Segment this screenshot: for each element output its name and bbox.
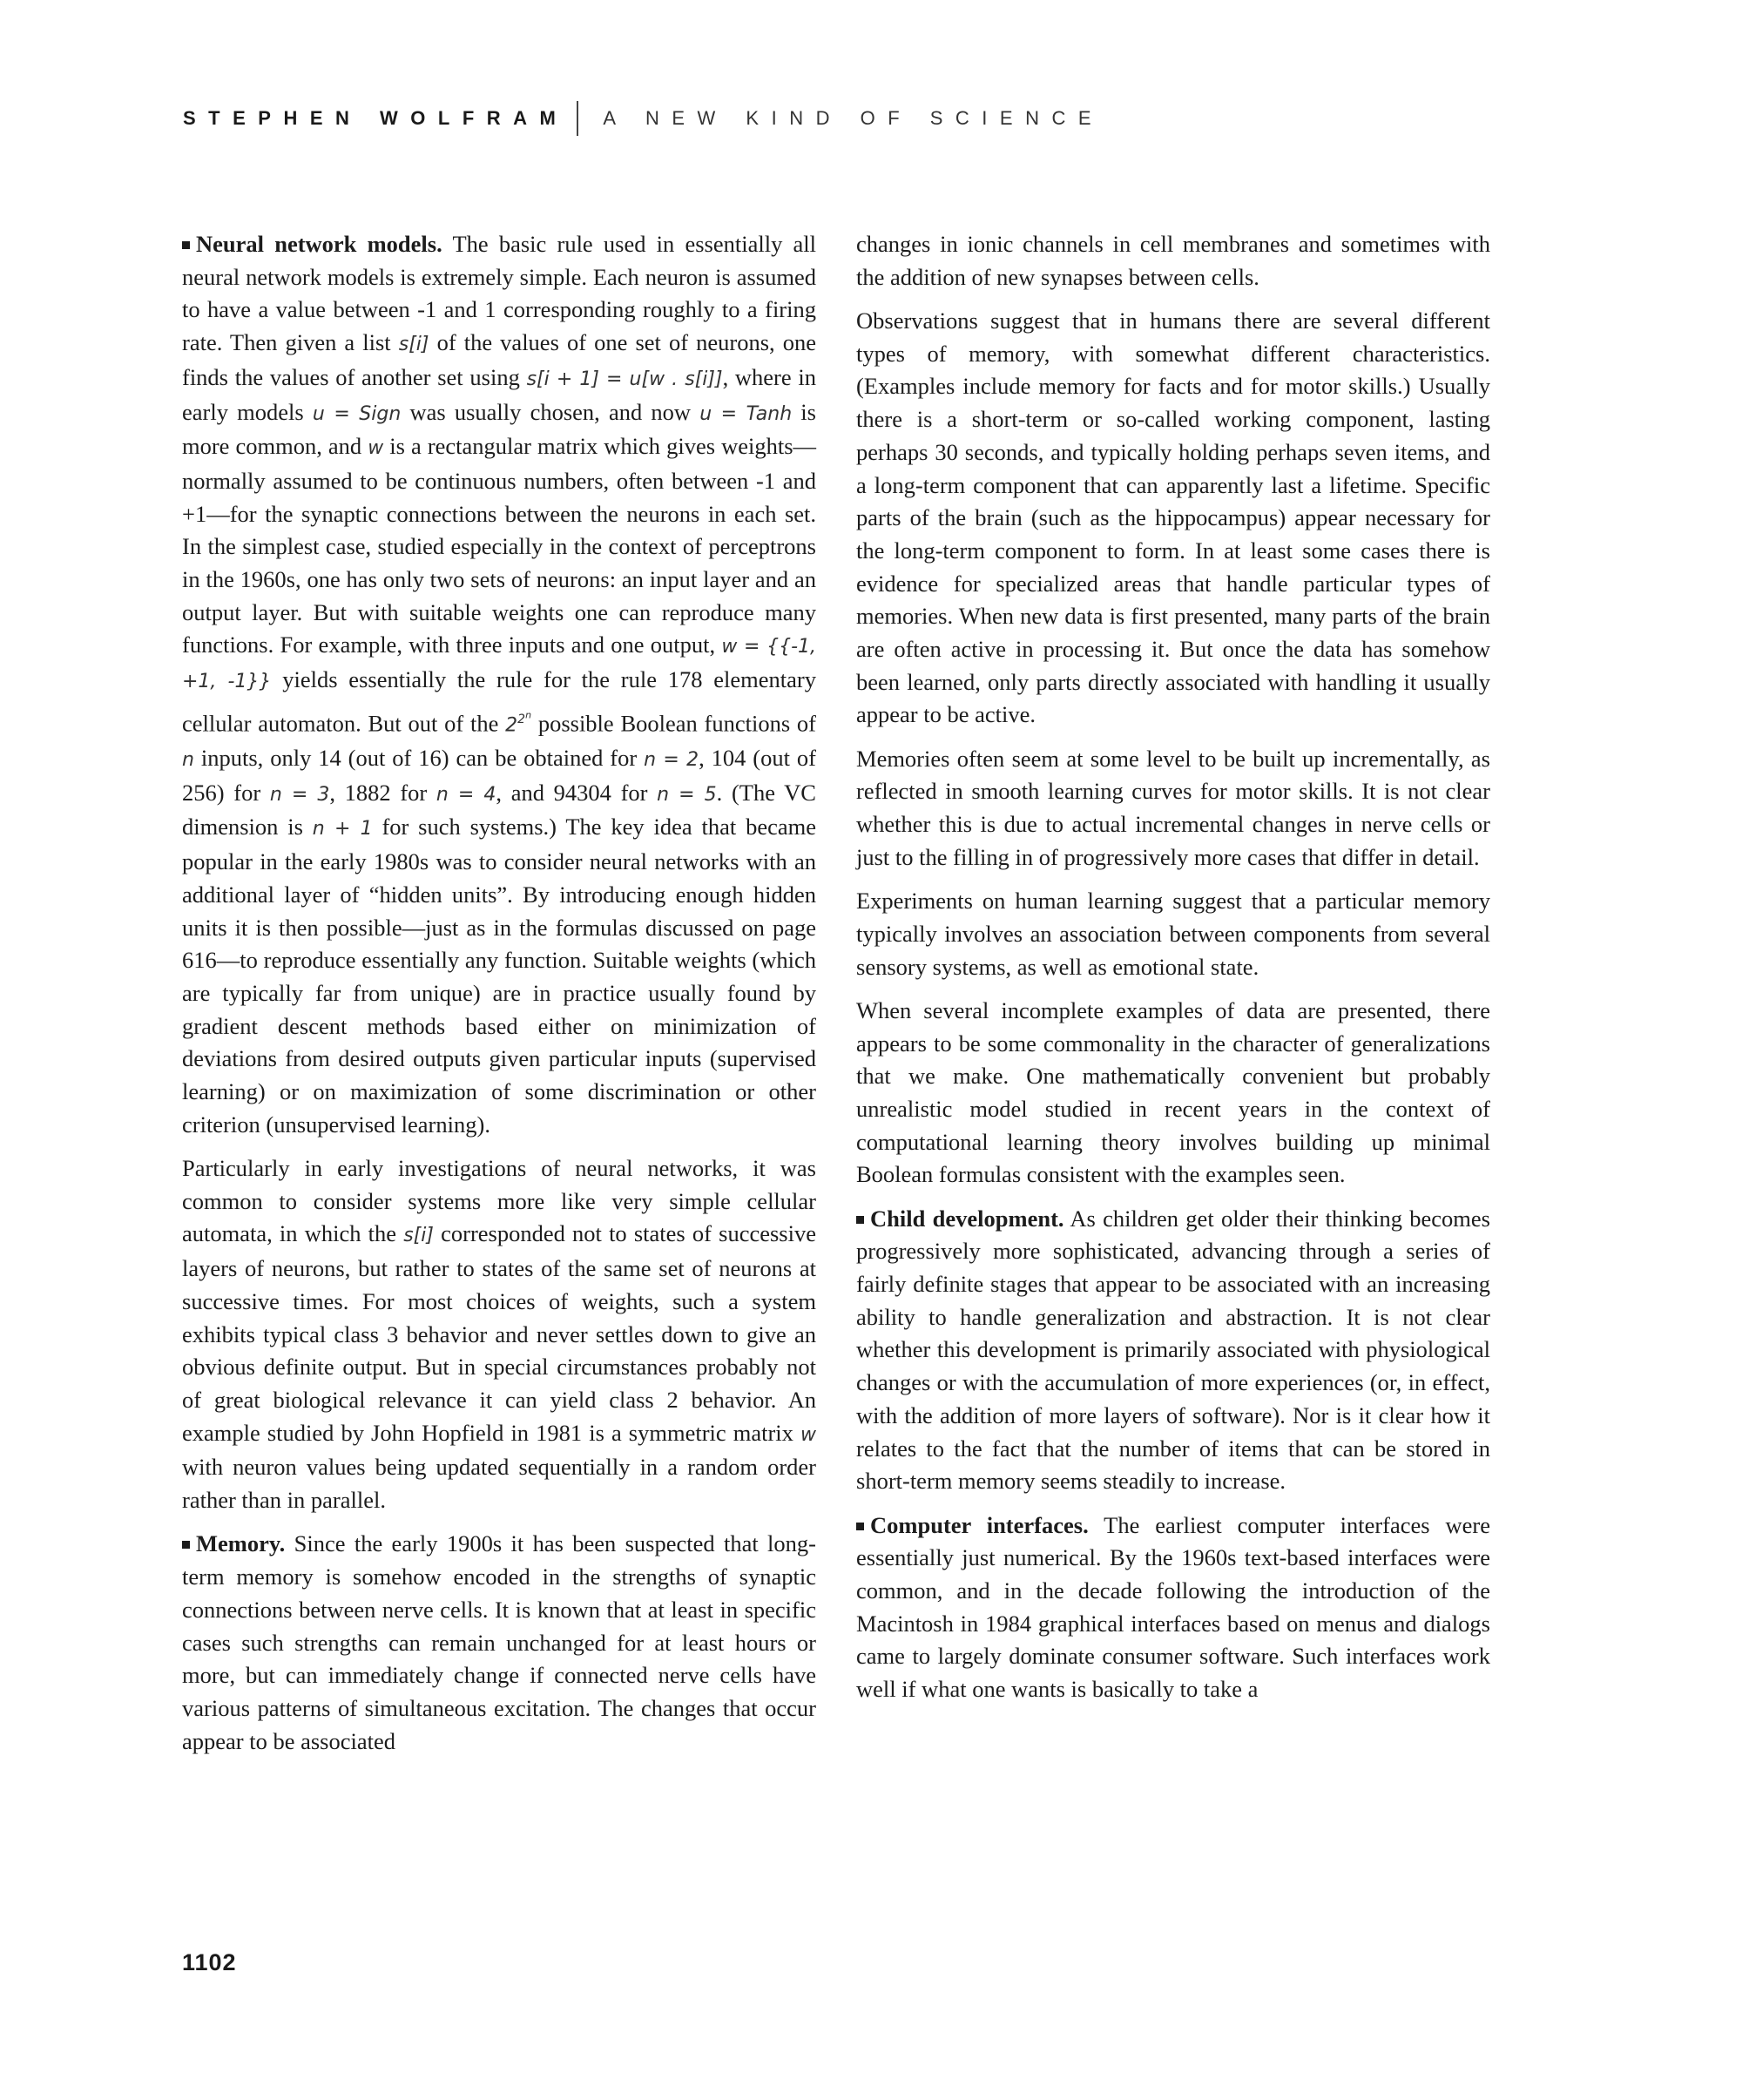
math-exponent: 2 (517, 712, 526, 726)
ionic-channels-paragraph: changes in ionic channels in cell membranes and sometimes with the addition of new synapses between cells. (856, 231, 1490, 290)
text-run: yields essentially the rule for the rule 178 elementary cellular automaton. But out of the (182, 666, 816, 737)
text-run: . (The VC dimension is (182, 779, 816, 841)
math-inline: n = 4 (436, 783, 496, 806)
text-run: corresponded not to states of successive layers of neurons, but rather to states of the same set of neurons at successive times. For most choices of weights, such a system exhibits typical class 3 behavior and never settles down to give an obvious definite output. But in special circumstances probably not of great biological relevance it can yield class 2 behavior. An example studied by John Hopfield in 1981 is a symmetric matrix (182, 1220, 816, 1446)
text-run: The earliest computer interfaces were essentially just numerical. By the 1960s text-based interfaces were common, and in the decade following the introduction of the Macintosh in 1984 graphical interfaces based on menus and dialogs came to largely dominate consumer software. Such interfaces work well if what one wants is basically to take a (856, 1511, 1490, 1703)
text-run: is a rectangular matrix which gives weights—normally assumed to be continuous numbers, often between -1 and +1—for the synaptic connections between the neurons in each set. In the simplest case, studied especially in the context of perceptrons in the 1960s, one has only two sets of neurons: an input layer and an output layer. But with suitable weights one can reproduce many functions. For example, with three inputs and one output, (182, 433, 817, 658)
child-development-paragraph (856, 1203, 1490, 1498)
section-lead-memory: Memory. (196, 1530, 286, 1557)
text-run: Since the early 1900s it has been suspected that long-term memory is somehow encoded in the strengths of synaptic connections between nerve cells. It is known that at least in specific cases such strengths can remain unchanged for at least hours or more, but can immediately change if connected nerve cells have various patterns of simultaneous excitation. The changes that occur appear to be associated (182, 1530, 816, 1754)
math-inline: n + 1 (312, 818, 373, 841)
math-inline: u = Sign (312, 402, 402, 425)
human-learning-paragraph: Experiments on human learning suggest that a particular memory typically involves an association between components from several sensory systems, as well as emotional state. (856, 888, 1490, 980)
text-run: , 1882 for (329, 779, 436, 806)
text-run: for such systems.) The key idea that became popular in the early 1980s was to consider neural networks with an additional layer of “hidden units”. By introducing enough hidden units it is then possible—just as in the formulas discussed on page 616—to reproduce essentially any function. Suitable weights (which are typically far from unique) are in practice usually found by gradient descent methods based either on minimization of deviations from desired outputs given particular inputs (supervised learning) or on maximization of some discrimination or other criterion (unsupervised learning). (182, 814, 816, 1138)
section-lead-child-development: Child development. (870, 1205, 1064, 1232)
text-run: is more common, and (182, 398, 816, 460)
text-run: The basic rule used in essentially all neural network models is extremely simple. Each neuron is assumed to have a value between -1 and 1 corresponding roughly to a firing rate. Then given a list (182, 231, 817, 356)
header-book-title: A NEW KIND OF SCIENCE (603, 107, 1104, 129)
section-lead-neural-network-models: Neural network models. (196, 231, 442, 257)
math-inline: 2 (505, 714, 518, 737)
bullet-square-icon (182, 1541, 190, 1549)
text-run: , where in early models (182, 363, 816, 425)
section-lead-computer-interfaces: Computer interfaces. (870, 1511, 1089, 1538)
text-run: , and 94304 for (496, 779, 658, 806)
text-run: , 104 (out of 256) for (182, 745, 816, 806)
text-run: Particularly in early investigations of neural networks, it was common to consider systems more like very simple cellular automata, in which the (182, 1155, 816, 1247)
memory-paragraph (182, 1528, 816, 1758)
text-run: possible Boolean functions of (531, 710, 816, 737)
right-column (856, 228, 1490, 1717)
text-run: with neuron values being updated sequentially in a random order rather than in parallel. (182, 1454, 816, 1514)
header-divider (577, 101, 578, 136)
math-inline: s[i] (403, 1225, 434, 1247)
cellular-automata-paragraph (182, 1152, 816, 1517)
math-exponent-exponent: n (525, 708, 532, 720)
memory-types-paragraph: Observations suggest that in humans there are several different types of memory, with somewhat different characteristics. (Examples include memory for facts and for motor skills.) Usually there is a short-term or so-called working component, lasting perhaps 30 seconds, and typically holding perhaps seven items, and a long-term component that can apparently last a lifetime. Specific parts of the brain (such as the hippocampus) appear necessary for the long-term component to form. In at least some cases there is evidence for specialized areas that handle particular types of memories. When new data is first presented, many parts of the brain are often active in processing it. But once the data has somehow been learned, only parts directly associated with handling it usually appear to be active. (856, 307, 1490, 728)
text-run: of the values of one set of neurons, one finds the values of another set using (182, 329, 816, 390)
math-inline: n = 5 (657, 783, 717, 806)
math-inline: s[i + 1] = u[w . s[i]] (526, 368, 723, 390)
math-inline: s[i] (398, 334, 429, 356)
bullet-square-icon (856, 1523, 864, 1530)
math-inline: u = Tanh (699, 402, 793, 425)
header-author: STEPHEN WOLFRAM (183, 107, 569, 129)
math-inline: n (182, 749, 194, 772)
running-header (183, 101, 1104, 136)
math-inline: n = 3 (269, 783, 330, 806)
computer-interfaces-paragraph (856, 1509, 1490, 1706)
page-number: 1102 (182, 1949, 237, 1975)
math-inline: w (800, 1423, 816, 1446)
math-inline: n = 2 (644, 749, 699, 772)
neural-network-models-paragraph (182, 228, 816, 1141)
math-inline: w (368, 437, 384, 460)
math-inline: w = {{-1, +1, -1}} (182, 636, 817, 693)
incremental-memory-paragraph: Memories often seem at some level to be built up incrementally, as reflected in smooth learning curves for motor skills. It is not clear whether this is due to actual incremental changes in nerve cells or just to the filling in of progressively more cases that differ in detail. (856, 745, 1490, 870)
left-column (182, 228, 816, 1769)
bullet-square-icon (182, 241, 190, 249)
text-run: As children get older their thinking becomes progressively more sophisticated, advancing through a series of fairly definite stages that appear to be associated with an increasing ability to handle generalization and abstraction. It is not clear whether this development is primarily associated with physiological changes or with the accumulation of more experiences (or, in effect, with the addition of more layers of software). Nor is it clear how it relates to the fact that the number of items that can be stored in short-term memory seems steadily to increase. (856, 1205, 1490, 1495)
bullet-square-icon (856, 1216, 864, 1224)
text-run: inputs, only 14 (out of 16) can be obtained for (193, 745, 645, 772)
math-superscript (517, 708, 532, 726)
generalization-paragraph: When several incomplete examples of data are presented, there appears to be some commonality in the character of generalizations that we make. One mathematically convenient but probably unrealistic model studied in recent years in the context of computational learning theory involves building up minimal Boolean formulas consistent with the examples seen. (856, 996, 1490, 1188)
text-run: was usually chosen, and now (401, 398, 700, 425)
